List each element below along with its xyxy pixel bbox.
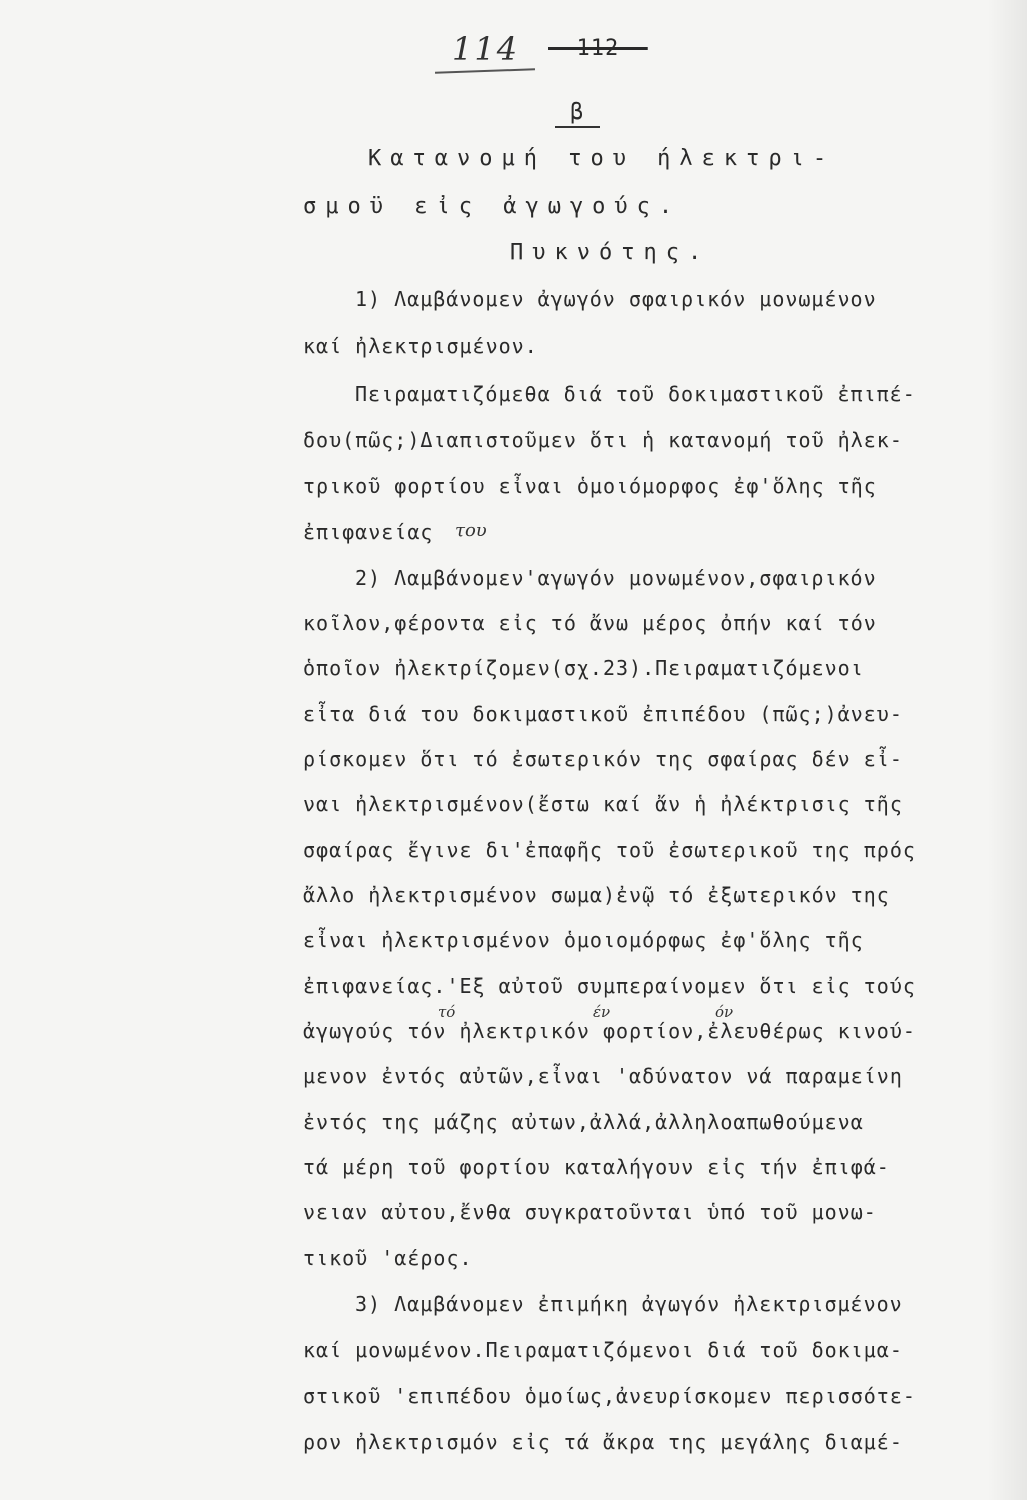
body-line: εἶτα διά του δοκιμαστικοῦ ἐπιπέδου (πῶς;)ἀνευ- (303, 702, 903, 726)
handwritten-note-tou: του (455, 520, 487, 541)
handwritten-note-on: όν (715, 1003, 734, 1021)
body-line: ἄλλο ἠλεκτρισμένον σωμα)ἐνῷ τό ἐξωτερικόν της (303, 883, 890, 907)
body-line: ναι ἠλεκτρισμένον(ἔστω καί ἄν ἡ ἠλέκτρισις τῆς (303, 792, 903, 816)
handwritten-page-number: 114 (452, 30, 520, 68)
body-line: δου(πῶς;)Διαπιστοῦμεν ὅτι ἡ κατανομή τοῦ ἠλεκ- (303, 428, 903, 452)
body-line: σφαίρας ἔγινε δι'ἐπαφῆς τοῦ ἐσωτερικοῦ της πρός (303, 838, 916, 862)
body-line: κοῖλον,φέροντα εἰς τό ἄνω μέρος ὀπήν καί τόν (303, 611, 877, 635)
body-line: εἶναι ἠλεκτρισμένον ὁμοιομόρφως ἐφ'ὅλης τῆς (303, 928, 864, 952)
body-line: ρίσκομεν ὅτι τό ἐσωτερικόν της σφαίρας δέν εἶ- (303, 747, 903, 771)
body-line: ἐπιφανείας (303, 520, 434, 544)
body-line: ἀγωγούς τόν ἠλεκτρικόν φορτίον,ἐλευθέρως κινού- (303, 1019, 916, 1043)
body-line: ρον ἠλεκτρισμόν εἰς τά ἄκρα της μεγάλης διαμέ- (303, 1430, 903, 1454)
body-line: τρικοῦ φορτίου εἶναι ὁμοιόμορφος ἐφ'ὅλης τῆς (303, 474, 877, 498)
subtitle-density: Πυκνότης. (510, 240, 711, 265)
title-line-2: σμοϋ εἰς ἀγωγούς. (303, 194, 682, 219)
typed-page-number: - 112 - (548, 36, 648, 61)
body-line: τά μέρη τοῦ φορτίου καταλήγουν εἰς τήν ἐπιφά- (303, 1155, 890, 1179)
body-line: νειαν αὐτου,ἔνθα συγκρατοῦνται ὑπό τοῦ μονω- (303, 1200, 877, 1224)
body-line: ἐντός της μάζης αὐτων,ἀλλά,ἀλληλοαπωθούμενα (303, 1110, 864, 1134)
handwritten-note-en: έν (593, 1003, 611, 1021)
title-line-1: Κατανομή του ήλεκτρι- (368, 146, 836, 171)
body-line: 3) Λαμβάνομεν ἐπιμήκη ἀγωγόν ἠλεκτρισμένον (355, 1292, 903, 1316)
body-line: τικοῦ 'αέρος. (303, 1246, 473, 1270)
body-line: καί ἠλεκτρισμένον. (303, 334, 538, 358)
handwritten-underline (435, 68, 535, 73)
body-line: ὁποῖον ἠλεκτρίζομεν(σχ.23).Πειραματιζόμενοι (303, 656, 864, 680)
body-line: καί μονωμένον.Πειραματιζόμενοι διά τοῦ δοκιμα- (303, 1338, 903, 1362)
page-edge-shadow (987, 0, 1027, 1500)
body-line: ἐπιφανείας.'Εξ αὐτοῦ συμπεραίνομεν ὅτι εἰς τούς (303, 974, 916, 998)
section-mark-underline (555, 126, 600, 128)
handwritten-note-to: τό (438, 1003, 456, 1021)
body-line: στικοῦ 'επιπέδου ὁμοίως,ἀνευρίσκομεν περισσότε- (303, 1384, 916, 1408)
section-mark: β (570, 100, 585, 125)
body-line: Πειραματιζόμεθα διά τοῦ δοκιμαστικοῦ ἐπιπέ- (355, 382, 916, 406)
body-line: 1) Λαμβάνομεν ἀγωγόν σφαιρικόν μονωμένον (355, 287, 877, 311)
body-line: μενον ἐντός αὐτῶν,εἶναι 'αδύνατον νά παραμείνη (303, 1064, 903, 1088)
body-line: 2) Λαμβάνομεν'αγωγόν μονωμένον,σφαιρικόν (355, 566, 877, 590)
